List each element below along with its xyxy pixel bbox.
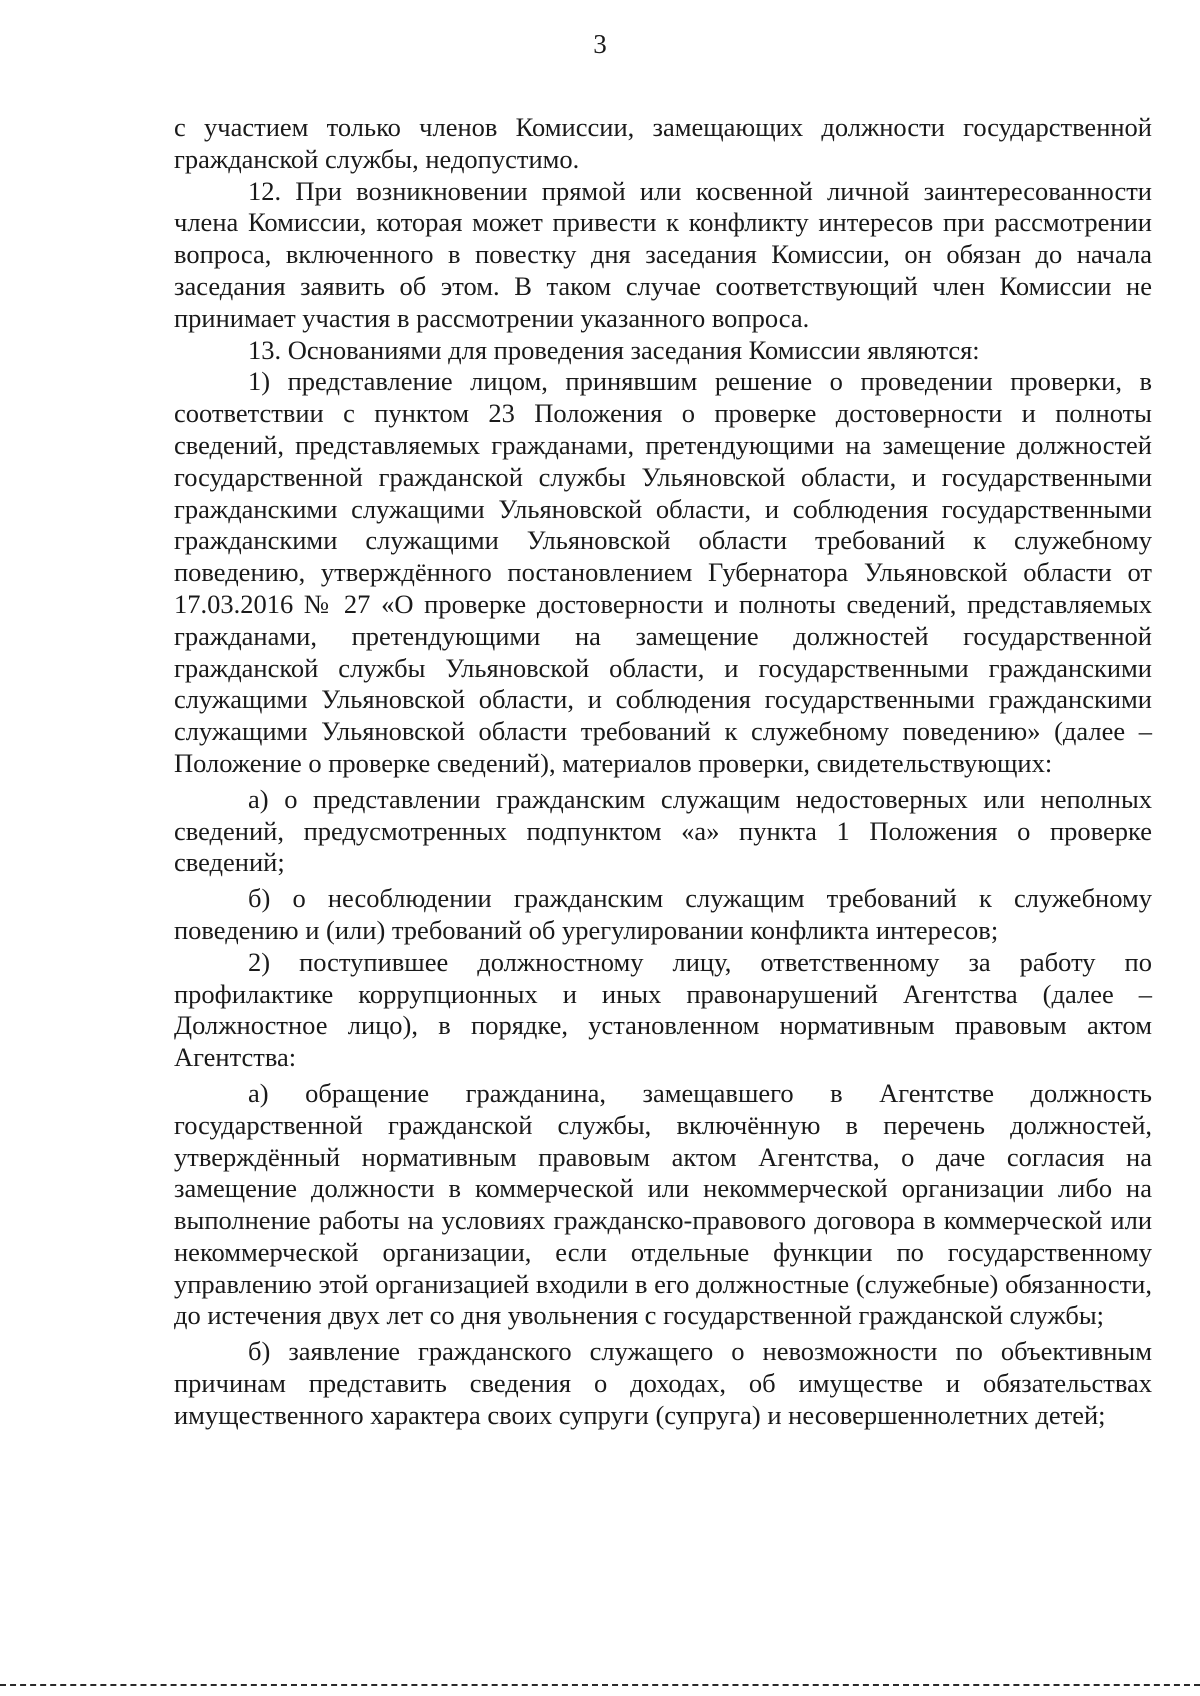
paragraph-item-12: 12. При возникновении прямой или косвенной личной заинтересованности члена Комиссии, которая может привести к конфликту интересов при рассмотрении вопроса, включенного в повестку дня заседания Комиссии, он обязан до начала заседания заявить об этом. В таком случае соответствующий член Комиссии не принимает участия в рассмотрении указанного вопроса. bbox=[174, 175, 1152, 333]
paragraph-item-13: 13. Основаниями для проведения заседания Комиссии являются: bbox=[248, 334, 980, 365]
paragraph-subitem-2b: б) заявление гражданского служащего о невозможности по объективным причинам представить сведения о доходах, об имуществе и обязательствах имущественного характера своих супруги (супруга) и несовершеннолетних детей; bbox=[174, 1336, 1152, 1430]
paragraph-subitem-1b: б) о несоблюдении гражданским служащим требований к служебному поведению и (или) требований об урегулировании конфликта интересов; bbox=[174, 883, 1152, 945]
paragraph-subitem-1a: а) о представлении гражданским служащим недостоверных или неполных сведений, предусмотренных подпунктом «а» пункта 1 Положения о проверке сведений; bbox=[174, 783, 1152, 878]
page-number: 3 bbox=[593, 29, 607, 59]
paragraph-continuation: с участием только членов Комиссии, замещающих должности государственной гражданской службы, недопустимо. bbox=[174, 112, 1152, 174]
document-body bbox=[174, 112, 1152, 1432]
paragraph-subitem-2: 2) поступившее должностному лицу, ответственному за работу по профилактике коррупционных и иных правонарушений Агентства (далее – Должностное лицо), в порядке, установленном нормативным правовым актом Агентства: bbox=[174, 946, 1152, 1073]
bottom-scan-rule bbox=[0, 1684, 1200, 1686]
paragraph-subitem-2a: а) обращение гражданина, замещавшего в Агентстве должность государственной гражданской службы, включённую в перечень должностей, утверждённый нормативным правовым актом Агентства, о даче согласия на замещение должности в коммерческой или некоммерческой организации либо на выполнение работы на условиях гражданско-правового договора в коммерческой или некоммерческой организации, если отдельные функции по государственному управлению этой организацией входили в его должностные (служебные) обязанности, до истечения двух лет со дня увольнения с государственной гражданской службы; bbox=[174, 1077, 1152, 1331]
paragraph-subitem-1: 1) представление лицом, принявшим решение о проведении проверки, в соответствии с пунктом 23 Положения о проверке достоверности и полноты сведений, представляемых гражданами, претендующими на замещение должностей государственной гражданской службы Ульяновской области, и государственными гражданскими служащими Ульяновской области, и соблюдения государственными гражданскими служащими Ульяновской области требований к служебному поведению, утверждённого постановлением Губернатора Ульяновской области от 17.03.2016 № 27 «О проверке достоверности и полноты сведений, представляемых гражданами, претендующими на замещение должностей государственной гражданской службы Ульяновской области, и государственными гражданскими служащими Ульяновской области, и соблюдения государственными гражданскими служащими Ульяновской области требований к служебному поведению» (далее – Положение о проверке сведений), материалов проверки, свидетельствующих: bbox=[174, 366, 1152, 778]
